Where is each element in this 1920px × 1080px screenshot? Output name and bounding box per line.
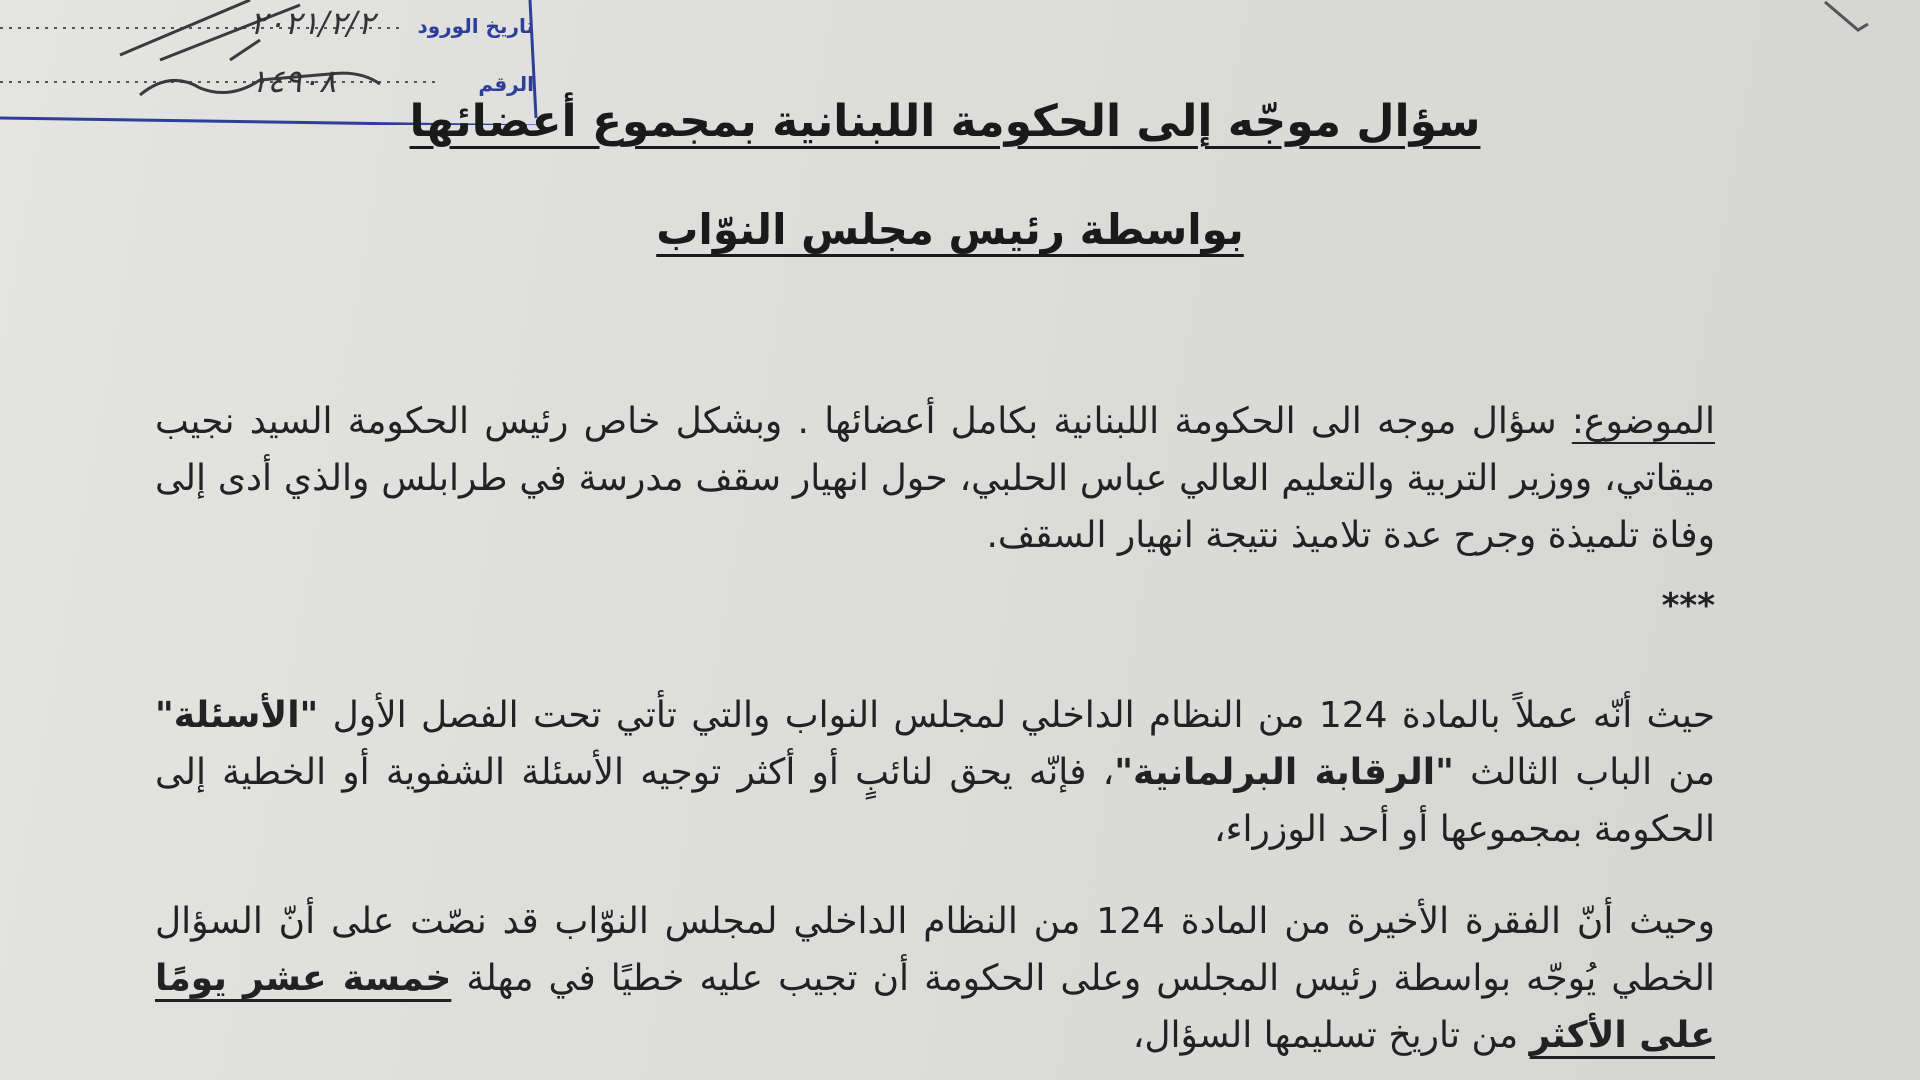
pen-mark-icon bbox=[1820, 0, 1880, 40]
paragraph1-part3: ، فإنّه يحق لنائبٍ أو أكثر توجيه الأسئلة الشفوية أو الخطية إلى الحكومة بمجموعها أو أحد الوزراء، bbox=[155, 752, 1715, 850]
section-separator: *** bbox=[1661, 586, 1715, 626]
document-subtitle-text: بواسطة رئيس مجلس النوّاب bbox=[656, 205, 1244, 254]
questions-chapter-title: "الأسئلة" bbox=[155, 695, 319, 736]
document-title bbox=[0, 96, 1920, 147]
paragraph1-part2: من الباب الثالث bbox=[1453, 752, 1715, 793]
subject-paragraph bbox=[155, 393, 1715, 564]
paragraph-deadline bbox=[155, 893, 1715, 1064]
document-title-text: سؤال موجّه إلى الحكومة اللبنانية بمجموع أعضائها bbox=[409, 96, 1481, 147]
paragraph2-part3: من تاريخ تسليمها السؤال، bbox=[1132, 1015, 1530, 1056]
stamp-number-label: الرقم bbox=[478, 72, 534, 96]
fifteen-days-emphasis: خمسة عشر يومًا bbox=[155, 958, 452, 999]
subject-label: الموضوع: bbox=[1571, 401, 1715, 442]
paragraph-article-124 bbox=[155, 687, 1715, 858]
stamp-number-value: ١٤٩٠٨ bbox=[250, 62, 336, 100]
subject-text: سؤال موجه الى الحكومة اللبنانية بكامل أعضائها . وبشكل خاص رئيس الحكومة السيد نجيب ميقاتي، ووزير التربية والتعليم العالي عباس الحلبي، حول انهيار سقف مدرسة في طرابلس والذي أدى إلى وفاة تلميذة وجرح عدة تلاميذ نتيجة انهيار السقف. bbox=[155, 401, 1715, 556]
paragraph1-part1: حيث أنّه عملاً بالمادة 124 من النظام الداخلي لمجلس النواب والتي تأتي تحت الفصل الأول bbox=[318, 695, 1716, 736]
parliamentary-oversight-title: "الرقابة البرلمانية" bbox=[1114, 752, 1454, 793]
stamp-date-value: ٢٠٢١/٢/٢ bbox=[250, 4, 375, 42]
at-most-emphasis: على الأكثر bbox=[1529, 1015, 1715, 1056]
document-subtitle bbox=[0, 205, 1920, 254]
paragraph2-part1: وحيث أنّ الفقرة الأخيرة من المادة 124 من النظام الداخلي لمجلس النوّاب قد نصّت على أنّ السؤال الخطي يُوجّه بواسطة رئيس المجلس وعلى الحكومة أن تجيب عليه خطيًا في مهلة bbox=[155, 901, 1715, 999]
stamp-date-label: تاريخ الورود bbox=[417, 14, 534, 38]
